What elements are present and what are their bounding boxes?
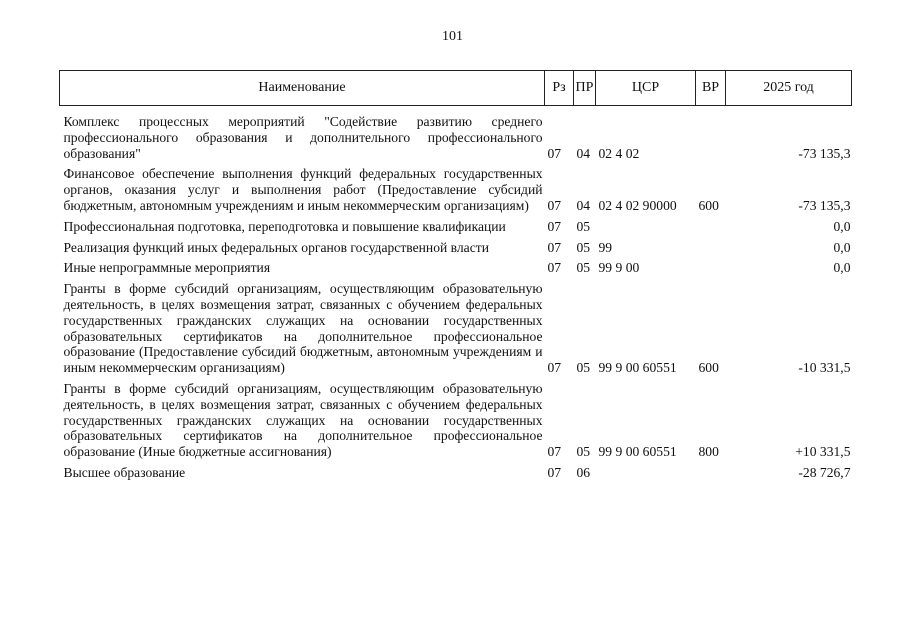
- row-rz: 07: [547, 260, 562, 276]
- header-year: 2025 год: [726, 71, 852, 106]
- row-vr: [696, 214, 726, 235]
- row-amount: -28 726,7: [798, 464, 851, 480]
- row-rz: 07: [547, 145, 562, 161]
- header-name: Наименование: [60, 71, 545, 106]
- table-row: [60, 276, 852, 376]
- table-row: [60, 161, 852, 213]
- header-rz: Рз: [545, 71, 574, 106]
- row-name: Гранты в форме субсидий организациям, осуществляющим образовательную деятельность, в целях возмещения затрат, связанных с обучением федеральных государственных гражданских служащих на основании государственных образовательных сертификатов на дополнительное профессиональное образование (Предоставление субсидий бюджетным, автономным учреждениям и иным некоммерческим организациям): [63, 281, 543, 376]
- row-pr: 05: [576, 218, 591, 234]
- row-amount: 0,0: [833, 260, 851, 276]
- header-pr: ПР: [574, 71, 596, 106]
- row-csr: 02 4 02 90000: [598, 197, 677, 213]
- row-vr: [696, 460, 726, 481]
- row-name: Высшее образование: [63, 464, 186, 480]
- row-name: Финансовое обеспечение выполнения функций федеральных государственных органов, оказания услуг и выполнения работ (Предоставление субсидий бюджетным, автономным учреждениям и иным некоммерческим организациям): [63, 166, 543, 213]
- row-rz: 07: [547, 239, 562, 255]
- row-pr: 04: [576, 197, 591, 213]
- row-csr: 99: [598, 239, 613, 255]
- row-rz: 07: [547, 197, 562, 213]
- row-amount: -73 135,3: [798, 197, 851, 213]
- table-row: [60, 376, 852, 460]
- row-csr: 02 4 02: [598, 145, 640, 161]
- row-pr: 05: [576, 360, 591, 376]
- budget-table: [59, 70, 852, 481]
- row-csr: [596, 460, 696, 481]
- page-number: 101: [442, 29, 463, 44]
- table-row: [60, 255, 852, 276]
- row-pr: 05: [576, 260, 591, 276]
- row-pr: 05: [576, 444, 591, 460]
- row-csr: [596, 214, 696, 235]
- row-csr: 99 9 00: [598, 260, 640, 276]
- row-rz: 07: [547, 218, 562, 234]
- row-name: Гранты в форме субсидий организациям, осуществляющим образовательную деятельность, в целях возмещения затрат, связанных с обучением федеральных государственных гражданских служащих на основании государственных образовательных сертификатов на дополнительное профессиональное образование (Иные бюджетные ассигнования): [63, 380, 543, 460]
- row-rz: 07: [547, 444, 562, 460]
- header-csr: ЦСР: [596, 71, 696, 106]
- row-rz: 07: [547, 464, 562, 480]
- table-row: [60, 214, 852, 235]
- row-amount: 0,0: [833, 218, 851, 234]
- row-rz: 07: [547, 360, 562, 376]
- table-row: [60, 235, 852, 256]
- row-name: Иные непрограммные мероприятия: [63, 260, 271, 276]
- table-row: [60, 460, 852, 481]
- row-vr: 600: [698, 197, 719, 213]
- row-name: Профессиональная подготовка, переподготовка и повышение квалификации: [63, 218, 506, 234]
- row-amount: 0,0: [833, 239, 851, 255]
- row-name: Реализация функций иных федеральных органов государственной власти: [63, 239, 489, 255]
- row-csr: 99 9 00 60551: [598, 444, 677, 460]
- table-header: [60, 71, 852, 106]
- row-amount: +10 331,5: [795, 444, 851, 460]
- row-pr: 06: [576, 464, 591, 480]
- row-vr: [696, 255, 726, 276]
- row-amount: -73 135,3: [798, 145, 851, 161]
- row-name: Комплекс процессных мероприятий "Содействие развитию среднего профессионального образования и дополнительного профессионального образования": [63, 114, 543, 161]
- table-row: [60, 106, 852, 162]
- row-vr: [696, 235, 726, 256]
- table-body: [60, 106, 852, 481]
- row-pr: 04: [576, 145, 591, 161]
- row-vr: [696, 106, 726, 162]
- row-amount: -10 331,5: [798, 360, 851, 376]
- row-vr: 800: [698, 444, 719, 460]
- row-csr: 99 9 00 60551: [598, 360, 677, 376]
- row-vr: 600: [698, 360, 719, 376]
- row-pr: 05: [576, 239, 591, 255]
- header-vr: ВР: [696, 71, 726, 106]
